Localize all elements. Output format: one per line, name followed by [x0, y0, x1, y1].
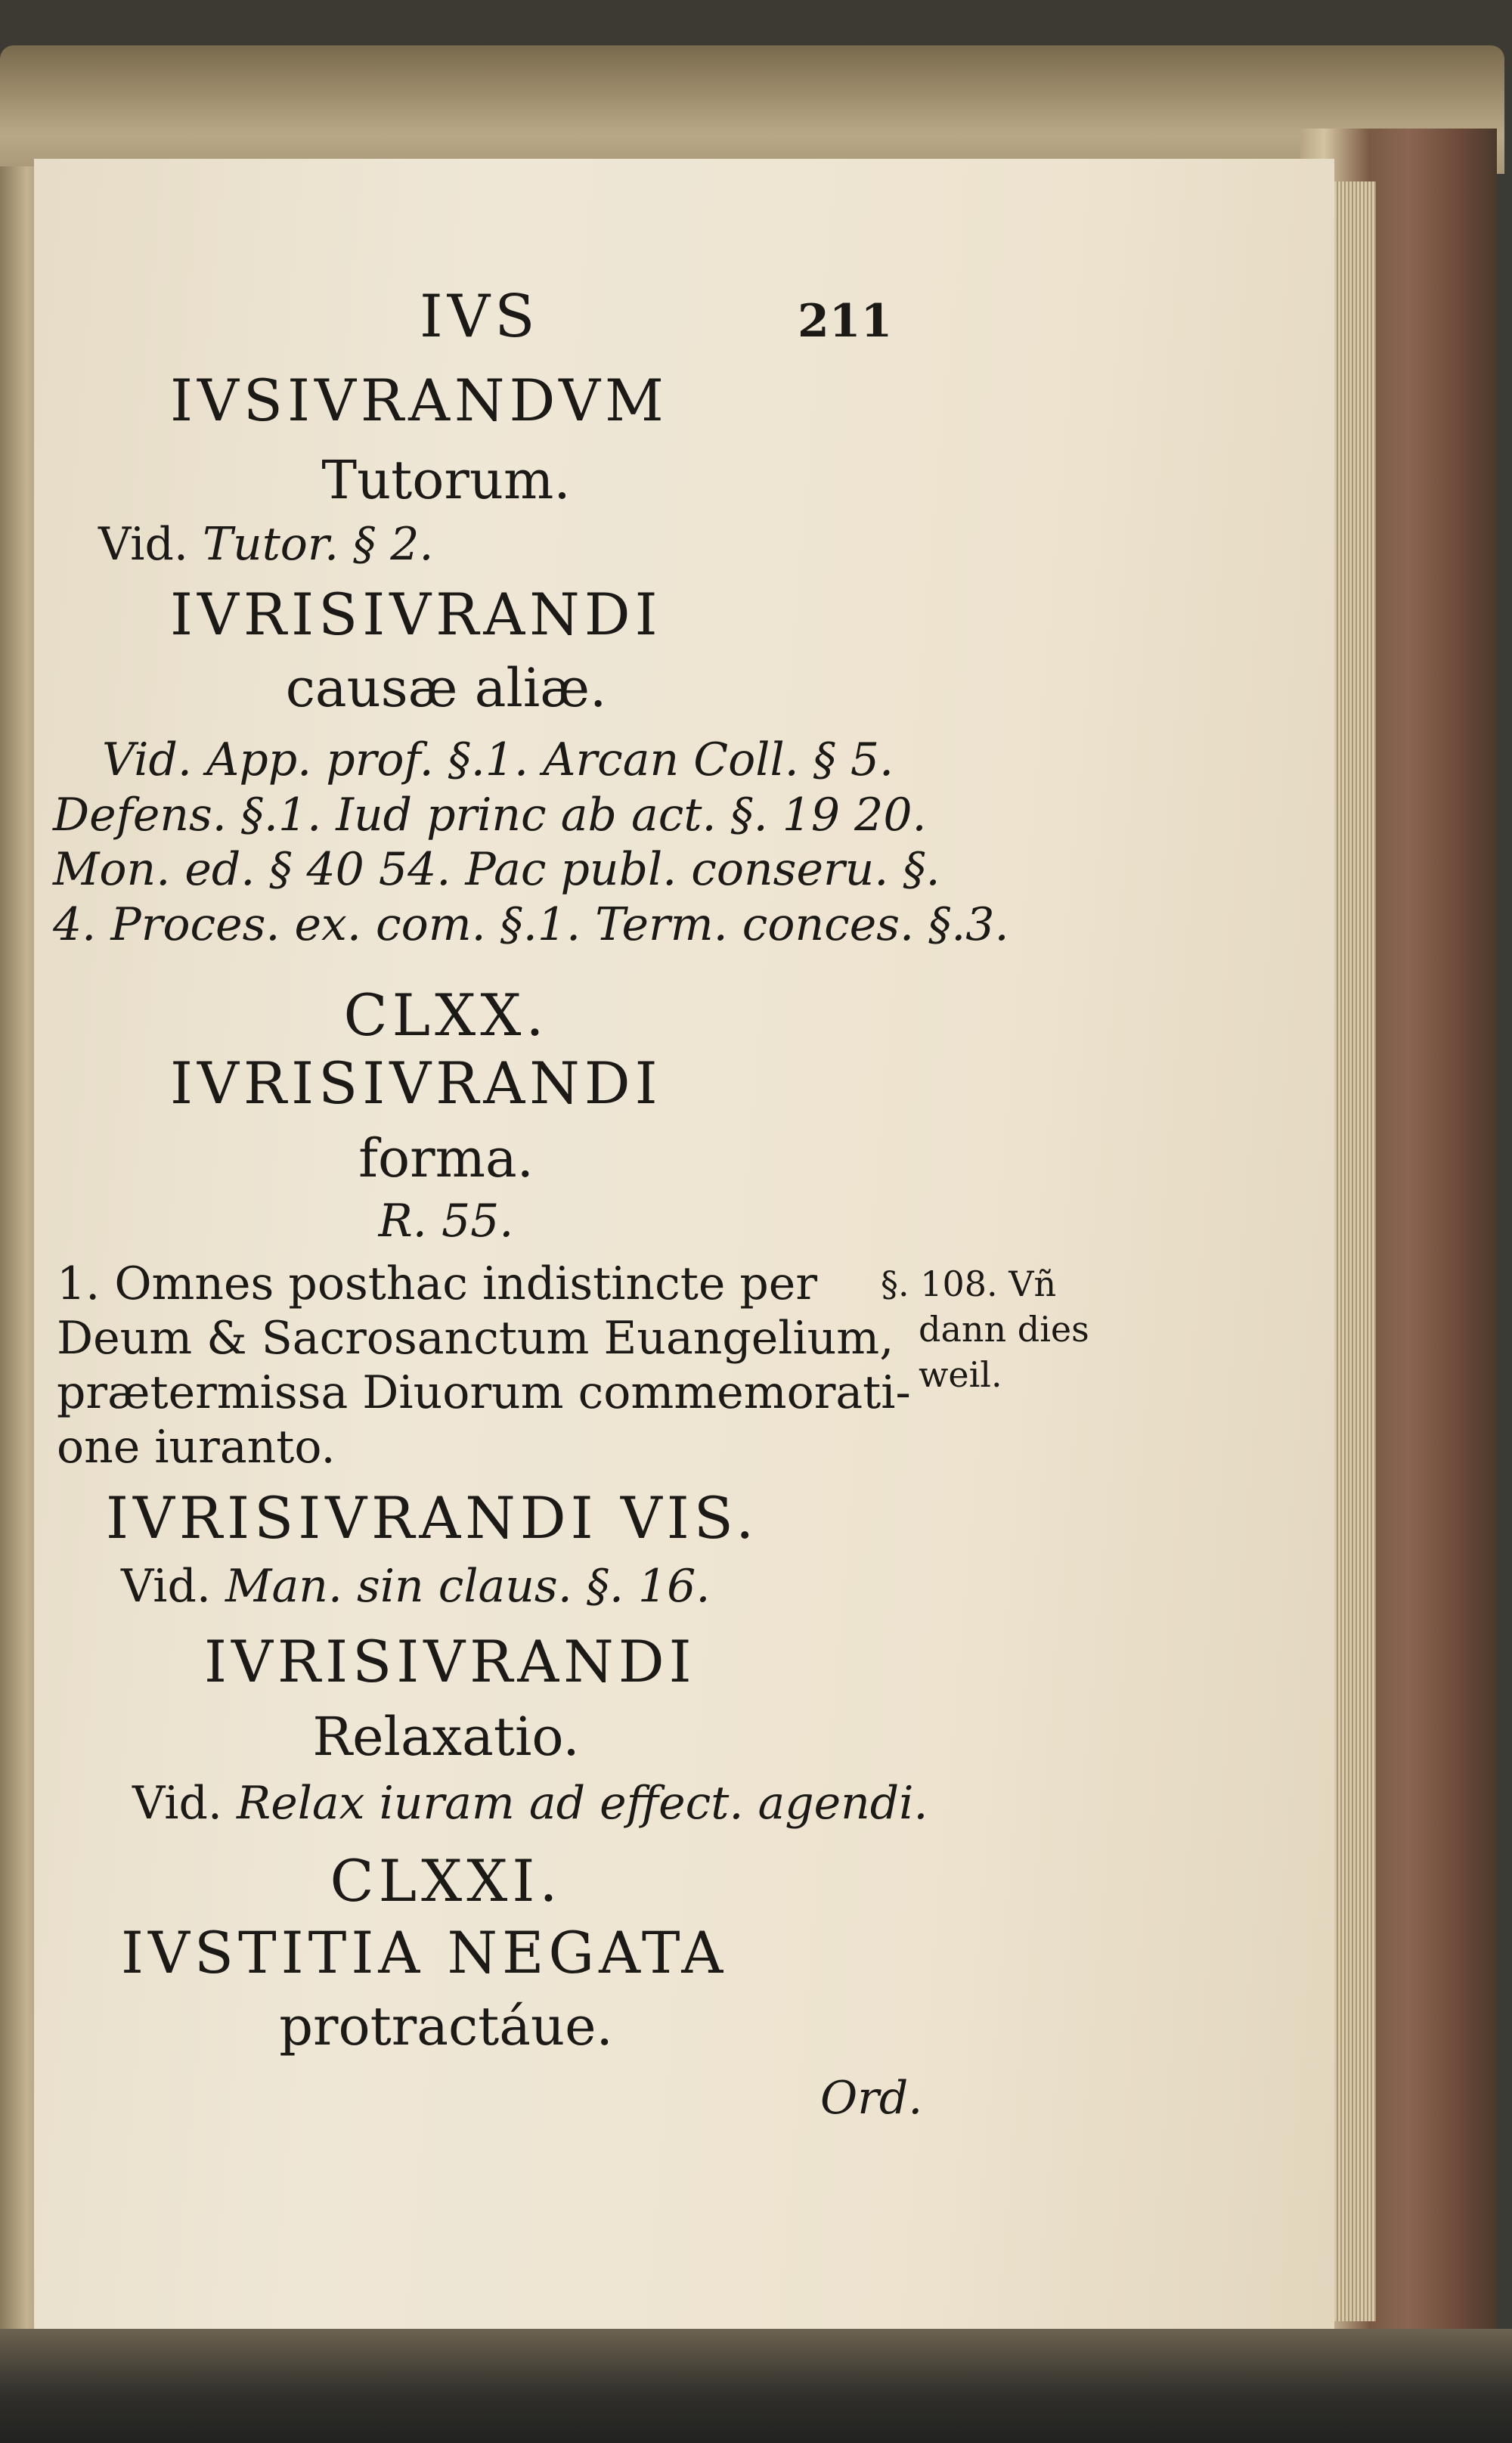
page-stack-edge	[1331, 181, 1376, 2321]
background-bottom	[0, 2329, 1512, 2443]
entry-subheading: Relaxatio.	[312, 1706, 580, 1768]
reference-line: Mon. ed. § 40 54. Pac publ. conseru. §.	[53, 843, 940, 896]
margin-note-line: weil.	[919, 1354, 1002, 1395]
entry-subheading: forma.	[358, 1127, 534, 1189]
body-line: one iuranto.	[57, 1421, 336, 1474]
entry-subheading: causæ aliæ.	[285, 657, 607, 719]
entry-reference	[132, 1777, 928, 1830]
section-numeral: CLXXI.	[330, 1847, 562, 1914]
entry-heading: IVRISIVRANDI VIS.	[106, 1484, 759, 1552]
ref-prefix: Vid.	[121, 1560, 211, 1613]
source-reference: R. 55.	[378, 1195, 514, 1248]
ref-text: Tutor. § 2.	[203, 518, 434, 571]
ref-text: Man. sin claus. §. 16.	[225, 1560, 711, 1613]
entry-heading: IVRISIVRANDI	[204, 1628, 696, 1695]
entry-subheading: protractáue.	[279, 1995, 613, 2057]
body-line: 1. Omnes posthac indistincte per	[57, 1257, 817, 1310]
reference-line: Defens. §.1. Iud princ ab act. §. 19 20.	[53, 789, 927, 842]
catchword: Ord.	[820, 2072, 923, 2125]
page-number: 211	[798, 295, 893, 348]
ref-prefix: Vid.	[98, 518, 188, 571]
margin-note-line: dann dies	[919, 1309, 1089, 1350]
entry-heading: IVRISIVRANDI	[170, 581, 662, 648]
entry-subheading: Tutorum.	[321, 449, 571, 511]
entry-heading: IVSIVRANDVM	[170, 367, 668, 434]
ref-prefix: Vid.	[132, 1777, 222, 1830]
margin-note-line: §. 108. Vñ	[881, 1263, 1057, 1304]
body-line: prætermissa Diuorum commemorati-	[57, 1366, 911, 1419]
running-head: IVS	[420, 283, 540, 351]
reference-line: 4. Proces. ex. com. §.1. Term. conces. §.3.	[53, 898, 1009, 951]
body-line: Deum & Sacrosanctum Euangelium,	[57, 1312, 894, 1365]
entry-heading: IVSTITIA NEGATA	[121, 1919, 728, 1986]
entry-heading: IVRISIVRANDI	[170, 1049, 662, 1117]
section-numeral: CLXX.	[343, 981, 549, 1049]
entry-reference	[98, 518, 434, 571]
entry-reference	[121, 1560, 711, 1613]
ref-text: Relax iuram ad effect. agendi.	[237, 1777, 928, 1830]
reference-line: Vid. App. prof. §.1. Arcan Coll. § 5.	[102, 733, 894, 786]
book-top-edge	[0, 45, 1504, 174]
